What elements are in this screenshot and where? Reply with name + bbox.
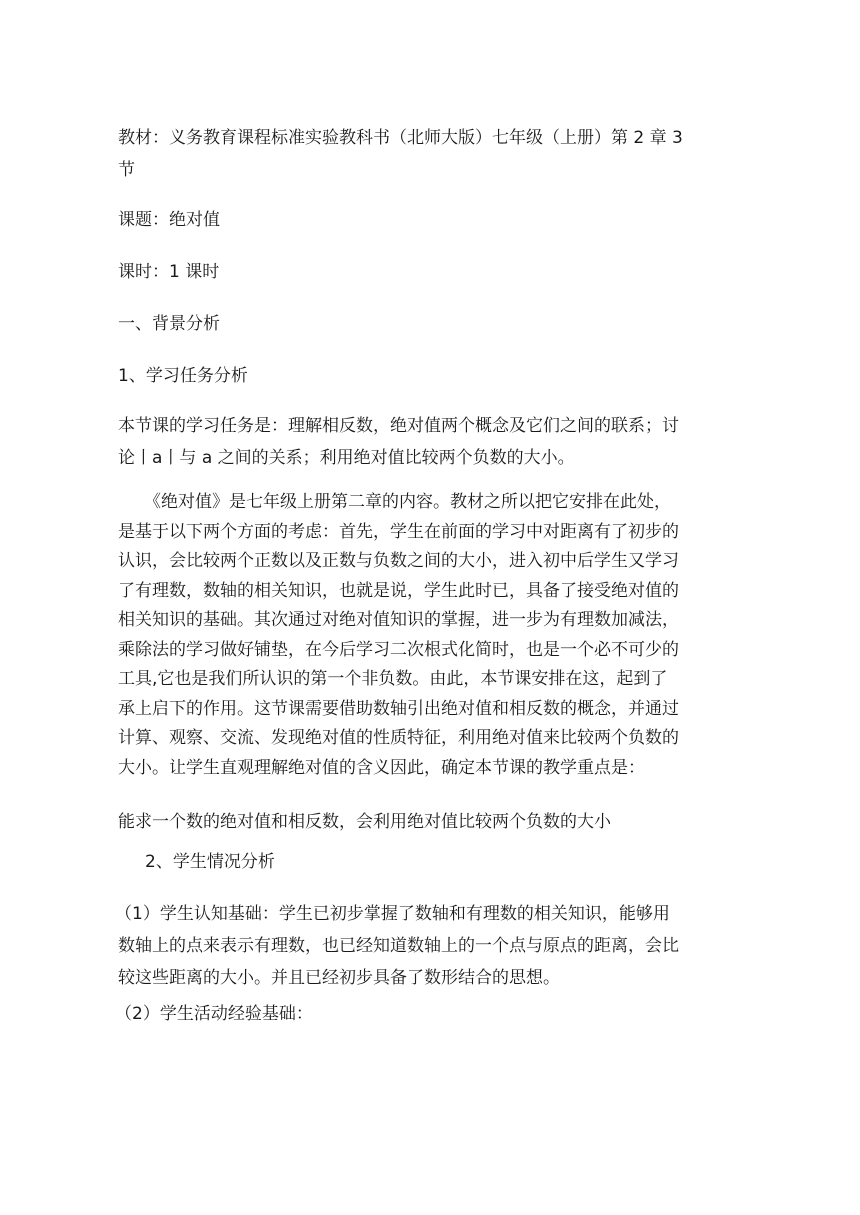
analysis-line-5: 相关知识的基础。其次通过对绝对值知识的掌握，进一步为有理数加减法， [118, 610, 679, 630]
period-line: 课时：1 课时 [118, 262, 220, 282]
analysis-line-9: 计算、观察、交流、发现绝对值的性质特征，利用绝对值来比较两个负数的 [118, 728, 679, 748]
analysis-line-2: 是基于以下两个方面的考虑：首先，学生在前面的学习中对距离有了初步的 [118, 521, 679, 542]
textbook-line-2: 节 [118, 160, 135, 180]
analysis-line-3: 认识，会比较两个正数以及正数与负数之间的大小，进入初中后学生又学习 [118, 551, 679, 571]
analysis-line-1: 《绝对值》是七年级上册第二章的内容。教材之所以把它安排在此处， [144, 492, 671, 512]
task-line-1: 本节课的学习任务是：理解相反数，绝对值两个概念及它们之间的联系；讨 [118, 416, 679, 436]
analysis-line-10: 大小。让学生直观理解绝对值的含义因此，确定本节课的教学重点是： [118, 757, 645, 778]
task-paragraph [118, 410, 768, 474]
analysis-line-7: 工具,它也是我们所认识的第一个非负数。由此，本节课安排在这，起到了 [118, 669, 668, 689]
analysis-line-6: 乘除法的学习做好铺垫，在今后学习二次根式化简时，也是一个必不可少的 [118, 639, 679, 660]
activity-heading: （2）学生活动经验基础： [115, 1004, 313, 1024]
analysis-line-4: 了有理数，数轴的相关知识，也就是说，学生此时已，具备了接受绝对值的 [118, 580, 679, 601]
task-line-2: 论丨a丨与 a 之间的关系；利用绝对值比较两个负数的大小。 [118, 448, 575, 468]
topic-line: 课题：绝对值 [118, 210, 220, 230]
cognitive-line-2: 数轴上的点来表示有理数，也已经知道数轴上的一个点与原点的距离，会比 [118, 936, 679, 956]
cognitive-line-1: （1）学生认知基础：学生已初步掌握了数轴和有理数的相关知识，能够用 [115, 904, 670, 924]
key-point-line: 能求一个数的绝对值和相反数，会利用绝对值比较两个负数的大小 [118, 812, 611, 832]
subsection-heading-students: 2、学生情况分析 [145, 852, 275, 872]
cognitive-line-3: 较这些距离的大小。并且已经初步具备了数形结合的思想。 [118, 968, 560, 988]
subsection-heading-task: 1、学习任务分析 [118, 366, 248, 386]
section-heading-background: 一、背景分析 [118, 314, 220, 334]
cognitive-paragraph [115, 898, 765, 994]
analysis-paragraph [118, 488, 768, 783]
analysis-line-8: 承上启下的作用。这节课需要借助数轴引出绝对值和相反数的概念，并通过 [118, 698, 679, 719]
textbook-line-1: 教材：义务教育课程标准实验教科书（北师大版）七年级（上册）第 2 章 3 [118, 128, 683, 148]
